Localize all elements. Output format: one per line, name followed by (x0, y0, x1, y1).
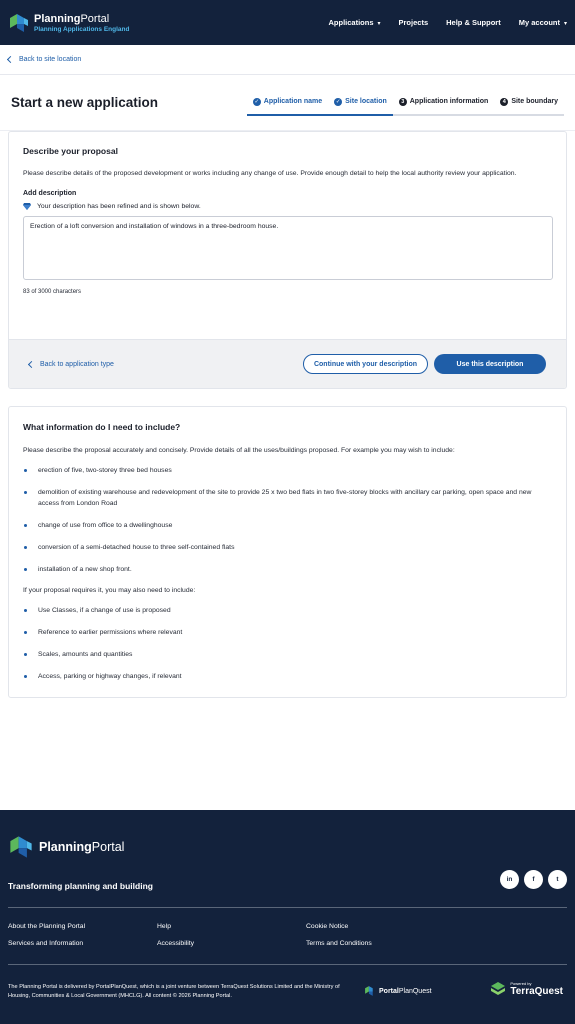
footer-link-help[interactable]: Help (157, 923, 171, 930)
example-list (23, 465, 552, 575)
nav-applications[interactable] (328, 18, 380, 27)
facebook-icon[interactable]: f (524, 870, 543, 889)
proposal-actions (9, 339, 566, 388)
refined-notice-text: Your description has been refined and is shown below. (37, 203, 201, 210)
partner1-a: Portal (379, 987, 399, 995)
brand-bold: Planning (34, 12, 81, 25)
back-to-site-location-link[interactable]: Back to site location (19, 56, 82, 63)
footer-link-services[interactable]: Services and Information (8, 940, 84, 947)
planning-portal-logo-icon (8, 12, 30, 34)
terraquest-name: TerraQuest (510, 986, 563, 997)
terraquest-logo[interactable] (490, 981, 563, 997)
use-this-description-button[interactable]: Use this description (434, 354, 546, 374)
footer-link-cookie[interactable]: Cookie Notice (306, 923, 349, 930)
powered-by-text: Powered by (510, 981, 532, 986)
nav-projects[interactable]: Projects (398, 18, 429, 27)
main-nav (328, 18, 567, 27)
step-application-name[interactable] (247, 90, 328, 116)
information-help-card (8, 406, 567, 698)
help-intro: Please describe the proposal accurately and concisely. Provide details of all the uses/buildings proposed. For example you may wish to include: (23, 447, 455, 454)
check-circle-icon: ✓ (335, 98, 341, 105)
footer-legal-text: The Planning Portal is delivered by PortalPlanQuest, which is a joint venture between TerraQuest Solutions Limited and the Ministry of Housing, Communities & Local Government (MHCLG). All content © 2026 Planning Portal. (8, 984, 340, 999)
refined-notice (23, 203, 552, 210)
step-label: Site location (345, 98, 387, 105)
check-circle-icon: ✓ (254, 98, 260, 105)
social-links (500, 870, 567, 889)
step-application-information[interactable] (393, 90, 495, 116)
list-item: demolition of existing warehouse and redevelopment of the site to provide 25 x two bed flats in two five-storey blocks with ancillary car parking, open space and new access from London Road (23, 487, 552, 509)
list-item: installation of a new shop front. (23, 564, 552, 575)
step-label: Application information (409, 98, 489, 105)
partner1-b: PlanQuest (398, 987, 432, 995)
planning-portal-logo[interactable] (8, 12, 129, 34)
chevron-left-icon (7, 56, 14, 63)
footer-brand-light: Portal (91, 840, 125, 854)
brand-subtitle: Planning Applications England (34, 25, 130, 33)
nav-applications-label: Applications (328, 18, 374, 27)
help-heading: What information do I need to include? (23, 422, 181, 432)
footer-logo[interactable] (8, 834, 567, 860)
list-item: Access, parking or highway changes, if relevant (23, 671, 552, 682)
back-bar (0, 45, 575, 75)
also-list (23, 605, 552, 682)
terraquest-logo-icon (490, 981, 506, 997)
site-header (0, 0, 575, 45)
step-label: Site boundary (511, 98, 558, 105)
footer-brand-bold: Planning (39, 840, 92, 854)
step-site-boundary[interactable] (494, 90, 564, 116)
site-footer (0, 810, 575, 1024)
progress-steps (247, 90, 564, 116)
footer-link-terms[interactable]: Terms and Conditions (306, 940, 372, 947)
diamond-icon (23, 203, 31, 210)
title-bar (0, 75, 575, 131)
step-site-location[interactable] (328, 90, 393, 116)
portalplanquest-logo-icon (364, 985, 376, 997)
list-item: erection of five, two-storey three bed houses (23, 465, 552, 476)
proposal-heading: Describe your proposal (23, 146, 118, 156)
step-number: 3 (399, 98, 407, 106)
step-label: Application name (263, 98, 323, 105)
back-to-application-type-label: Back to application type (40, 360, 114, 368)
list-item: Use Classes, if a change of use is proposed (23, 605, 552, 616)
footer-links (8, 923, 455, 947)
nav-my-account[interactable] (519, 18, 567, 27)
also-intro: If your proposal requires it, you may also need to include: (23, 587, 196, 594)
linkedin-icon[interactable]: in (500, 870, 519, 889)
page-title: Start a new application (11, 95, 159, 110)
list-item: Reference to earlier permissions where relevant (23, 627, 552, 638)
list-item: change of use from office to a dwellinghouse (23, 520, 552, 531)
description-textarea[interactable] (23, 216, 553, 280)
nav-my-account-label: My account (518, 18, 560, 27)
planning-portal-logo-icon (8, 834, 34, 860)
proposal-intro: Please describe details of the proposed development or works including any change of use. Provide enough detail to help the local authority review your application. (23, 170, 517, 177)
list-item: conversion of a semi-detached house to three self-contained flats (23, 542, 552, 553)
footer-divider (8, 907, 567, 908)
back-to-application-type-link[interactable] (29, 361, 114, 368)
chevron-down-icon: ▾ (563, 21, 567, 27)
brand-light: Portal (80, 12, 110, 25)
chevron-left-icon (28, 360, 35, 367)
footer-tagline: Transforming planning and building (8, 881, 153, 891)
footer-divider (8, 964, 567, 965)
chevron-down-icon: ▾ (377, 21, 381, 27)
description-label: Add description (23, 190, 77, 197)
list-item: Scales, amounts and quantities (23, 649, 552, 660)
character-counter: 83 of 3000 characters (23, 289, 82, 295)
footer-link-accessibility[interactable]: Accessibility (157, 940, 195, 947)
describe-proposal-card (8, 131, 567, 389)
step-number: 4 (500, 98, 508, 106)
portalplanquest-logo[interactable] (364, 985, 432, 997)
footer-link-about[interactable]: About the Planning Portal (8, 923, 86, 930)
continue-with-description-button[interactable]: Continue with your description (303, 354, 428, 374)
twitter-icon[interactable]: t (548, 870, 567, 889)
nav-help-support[interactable]: Help & Support (446, 18, 501, 27)
